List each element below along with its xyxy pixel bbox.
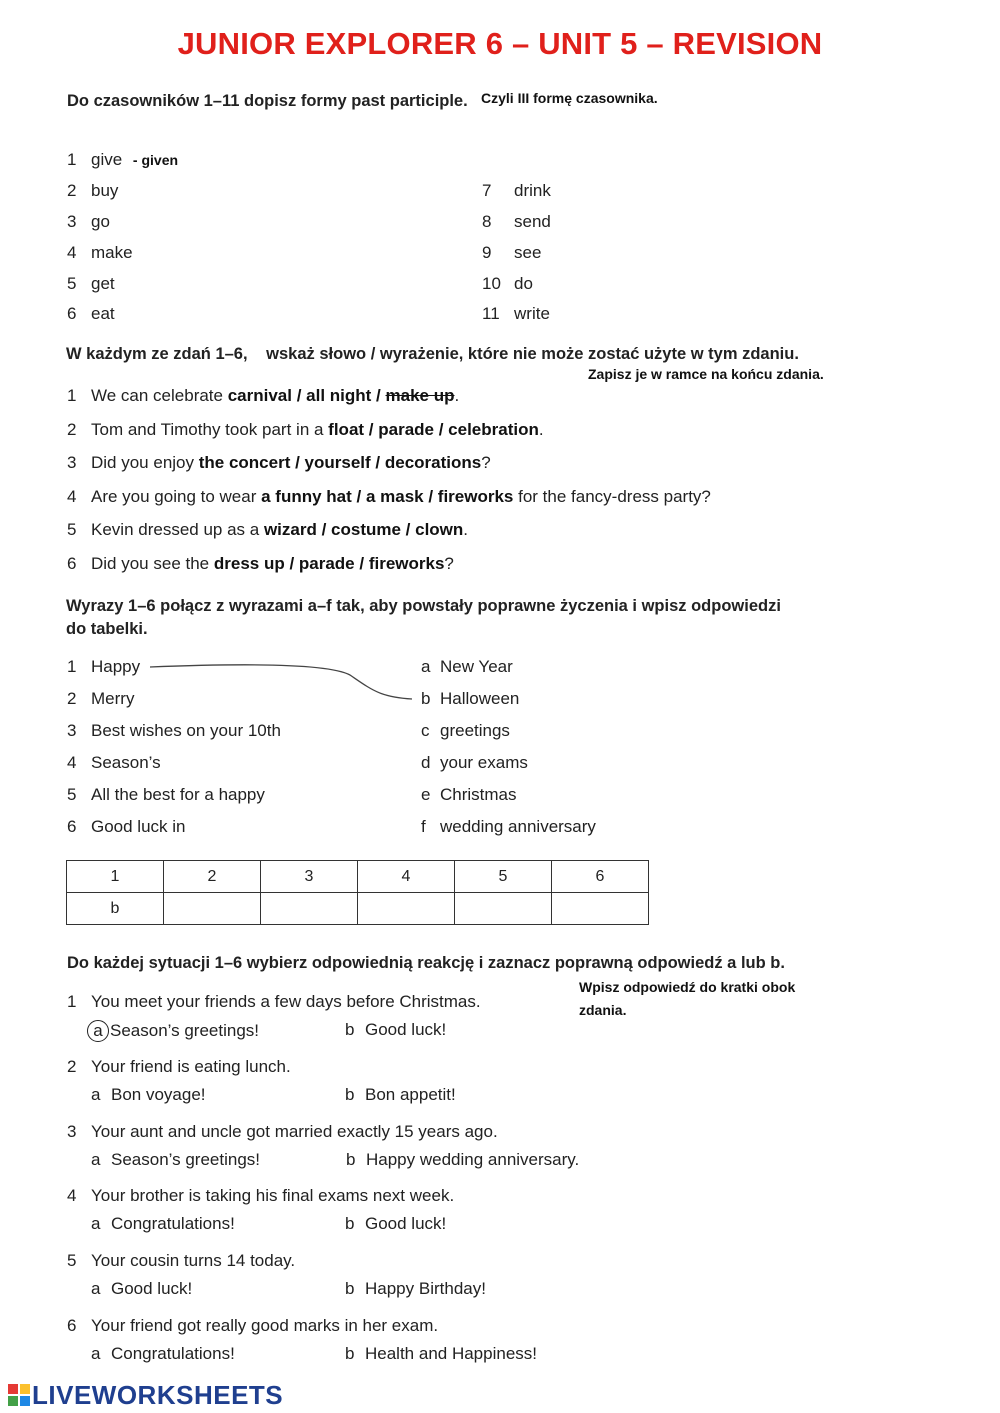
answer-cell-5[interactable] (455, 893, 552, 925)
list-item: 8 send (482, 212, 551, 231)
option-a[interactable]: a Bon voyage! (91, 1085, 206, 1104)
list-item: 2 buy (67, 181, 119, 200)
list-item: 6 Good luck in (67, 817, 186, 836)
section3-instruction-line2: do tabelki. (66, 620, 148, 638)
example-answer: - given (132, 152, 179, 168)
question: 6 Your friend got really good marks in her exam. (67, 1316, 439, 1335)
table-header-cell: 4 (358, 861, 455, 893)
option-a[interactable]: a Season’s greetings! (91, 1020, 259, 1042)
list-item: 9 see (482, 243, 542, 262)
question: 3 Your aunt and uncle got married exactly 15 years ago. (67, 1122, 498, 1141)
option-b[interactable]: b Good luck! (345, 1214, 447, 1233)
list-item: 6 Did you see the dress up / parade / fireworks? (67, 554, 454, 573)
option-a[interactable]: a Congratulations! (91, 1344, 235, 1363)
table-header-cell: 5 (455, 861, 552, 893)
list-item: 1 give - given (67, 150, 179, 169)
answer-cell-1[interactable]: b (67, 893, 164, 925)
question: 4 Your brother is taking his final exams next week. (67, 1186, 455, 1205)
list-item: 10 do (482, 274, 533, 293)
option-a[interactable]: a Good luck! (91, 1279, 193, 1298)
table-header-cell: 1 (67, 861, 164, 893)
list-item: 5 All the best for a happy (67, 785, 265, 804)
table-header-row (67, 861, 649, 893)
table-header-cell: 6 (552, 861, 649, 893)
list-item: 1 We can celebrate carnival / all night / make up. (67, 386, 460, 405)
section2-note: Zapisz je w ramce na końcu zdania. (588, 366, 824, 382)
list-item: a New Year (421, 657, 513, 676)
list-item: 2 Merry (67, 689, 135, 708)
section4-note-line2: zdania. (579, 1002, 627, 1018)
list-item: 1 Happy (67, 657, 141, 676)
list-item: 3 Did you enjoy the concert / yourself / decorations? (67, 453, 491, 472)
list-item: 7 drink (482, 181, 551, 200)
page-title: JUNIOR EXPLORER 6 – UNIT 5 – REVISION (177, 26, 823, 61)
list-item: 11 write (482, 304, 550, 323)
list-item: c greetings (421, 721, 510, 740)
circled-answer: a (87, 1020, 109, 1042)
section3-instruction-line1: Wyrazy 1–6 połącz z wyrazami a–f tak, aby powstały poprawne życzenia i wpisz odpowiedzi (66, 597, 781, 615)
list-item: 5 Kevin dressed up as a wizard / costume / clown. (67, 520, 469, 539)
option-b[interactable]: b Health and Happiness! (345, 1344, 538, 1363)
logo-mark-icon (8, 1384, 30, 1406)
answer-cell-3[interactable] (261, 893, 358, 925)
answer-cell-6[interactable] (552, 893, 649, 925)
table-answer-row (67, 893, 649, 925)
crossed-out-option: make up (385, 386, 455, 405)
list-item: 3 go (67, 212, 110, 231)
table-header-cell: 2 (164, 861, 261, 893)
list-item: f wedding anniversary (421, 817, 596, 836)
list-item: 3 Best wishes on your 10th (67, 721, 281, 740)
option-b[interactable]: b Bon appetit! (345, 1085, 456, 1104)
list-item: e Christmas (421, 785, 517, 804)
section4-note-line1: Wpisz odpowiedź do kratki obok (579, 979, 796, 995)
question: 5 Your cousin turns 14 today. (67, 1251, 296, 1270)
option-b[interactable]: b Happy wedding anniversary. (346, 1150, 580, 1169)
question: 1 You meet your friends a few days before Christmas. (67, 992, 481, 1011)
list-item: 4 make (67, 243, 133, 262)
section1-note: Czyli III formę czasownika. (481, 90, 658, 106)
option-a[interactable]: a Congratulations! (91, 1214, 235, 1233)
list-item: 4 Season’s (67, 753, 161, 772)
question: 2 Your friend is eating lunch. (67, 1057, 291, 1076)
answer-table (66, 860, 649, 925)
liveworksheets-logo: LIVEWORKSHEETS (8, 1380, 283, 1411)
answer-cell-4[interactable] (358, 893, 455, 925)
option-b[interactable]: b Happy Birthday! (345, 1279, 486, 1298)
section2-instruction: W każdym ze zdań 1–6, wskaż słowo / wyrażenie, które nie może zostać użyte w tym zdaniu. (66, 345, 799, 363)
answer-cell-2[interactable] (164, 893, 261, 925)
section4-instruction: Do każdej sytuacji 1–6 wybierz odpowiednią reakcję i zaznacz poprawną odpowiedź a lub b. (67, 954, 785, 972)
list-item: 6 eat (67, 304, 115, 323)
option-b[interactable]: b Good luck! (345, 1020, 447, 1039)
list-item: d your exams (421, 753, 528, 772)
list-item: 2 Tom and Timothy took part in a float / parade / celebration. (67, 420, 544, 439)
list-item: 4 Are you going to wear a funny hat / a mask / fireworks for the fancy-dress party? (67, 487, 711, 506)
section1-instruction: Do czasowników 1–11 dopisz formy past participle. (67, 92, 468, 110)
table-header-cell: 3 (261, 861, 358, 893)
option-a[interactable]: a Season’s greetings! (91, 1150, 261, 1169)
list-item: b Halloween (421, 689, 520, 708)
list-item: 5 get (67, 274, 115, 293)
